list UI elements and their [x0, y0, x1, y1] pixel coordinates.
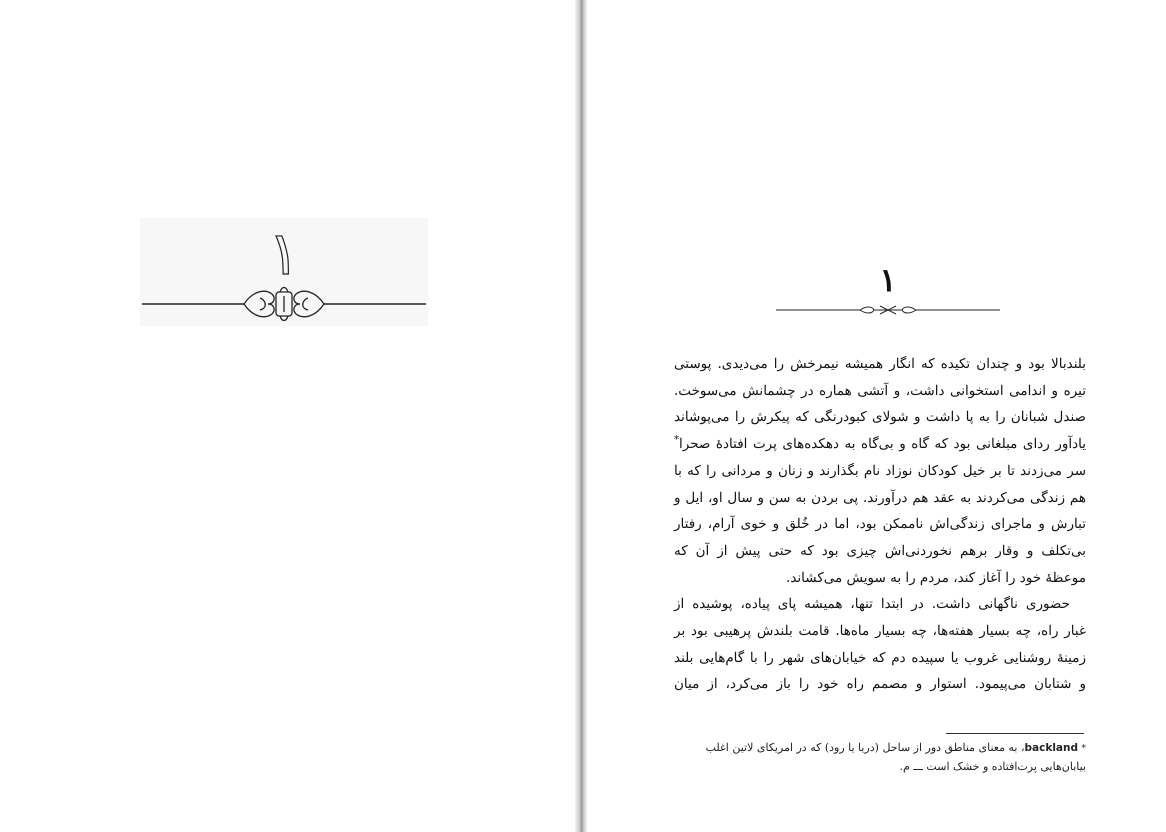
footnote-star: *: [1081, 744, 1086, 754]
chapter-opener-ornament: [140, 218, 428, 326]
text-line: حضوری ناگهانی داشت. در ابتدا تنها، همیشه پای پیاده، پوشیده از: [674, 596, 1070, 613]
text-line: و شتابان می‌پیمود. استوار و مصمم راه خود را باز می‌کرد، از میان: [674, 676, 1086, 693]
text-line: [674, 431, 1086, 458]
text-line: تیره و اندامی استخوانی داشت، و آتشی هماره در چشمانش می‌سوخت.: [674, 382, 1086, 399]
text-line: موعظهٔ خود را آغاز کند، مردم را به سویش می‌کشاند.: [786, 569, 1086, 586]
footnote-rule: [946, 733, 1084, 734]
footnote-text: ، به معنای مناطق دور از ساحل (دریا یا رود) که در امریکای لاتین اغلب: [705, 741, 1025, 754]
footnote-term: backland: [1024, 742, 1078, 754]
ornament-graphic: [140, 218, 428, 326]
left-page: [0, 0, 575, 832]
chapter-numeral-outline: ۱: [267, 219, 301, 289]
text-line: هم زندگی می‌کردند به عقد هم درآورند. پی بردن به سن و سال او، ایل و: [674, 489, 1086, 506]
text-line: زمینهٔ روشنایی غروب یا سپیده دم که خیابان‌های شهر را با گام‌هایی بلند: [674, 649, 1086, 666]
body-text: [674, 351, 1086, 698]
chapter-number: ۱: [879, 261, 897, 299]
footnote-marker: *: [674, 434, 679, 446]
chapter-rule-ornament: [774, 300, 1002, 316]
text-line: بی‌تکلف و وقار برهم نخوردنی‌اش چیزی بود که حتی پیش از آن که: [674, 542, 1086, 559]
footnote-line: [674, 739, 1086, 758]
footnote: [674, 739, 1086, 776]
text-line: بلندبالا بود و چندان تکیده که انگار همیشه نیمرخش را می‌دیدی. پوستی: [674, 356, 1086, 372]
book-gutter: [575, 0, 587, 832]
text-line: سر می‌زدند تا بر خیل کودکان نوزاد نام بگذارند و زنان و مردانی را که با: [674, 462, 1086, 479]
text-line: غبار راه، چه بسیار هفته‌ها، چه بسیار ماه‌ها. قامت بلندش پرهیبی بود بر: [674, 623, 1086, 640]
text-line: صندل شبانان را به پا داشت و شولای کبودرنگی که پیکرش را می‌پوشاند: [674, 409, 1086, 426]
text-line-content: یادآور ردای مبلغانی بود که گاه و بی‌گاه به دهکده‌های پرت افتادهٔ صحرا: [679, 436, 1086, 453]
footnote-line: بیابان‌هایی پرت‌افتاده و خشک است ـــ م.: [899, 760, 1086, 773]
text-line: تبارش و ماجرای زندگی‌اش ناممکن بود، اما در خُلق و خوی آرام، رفتار: [674, 516, 1086, 533]
chapter-heading: [774, 262, 1002, 322]
